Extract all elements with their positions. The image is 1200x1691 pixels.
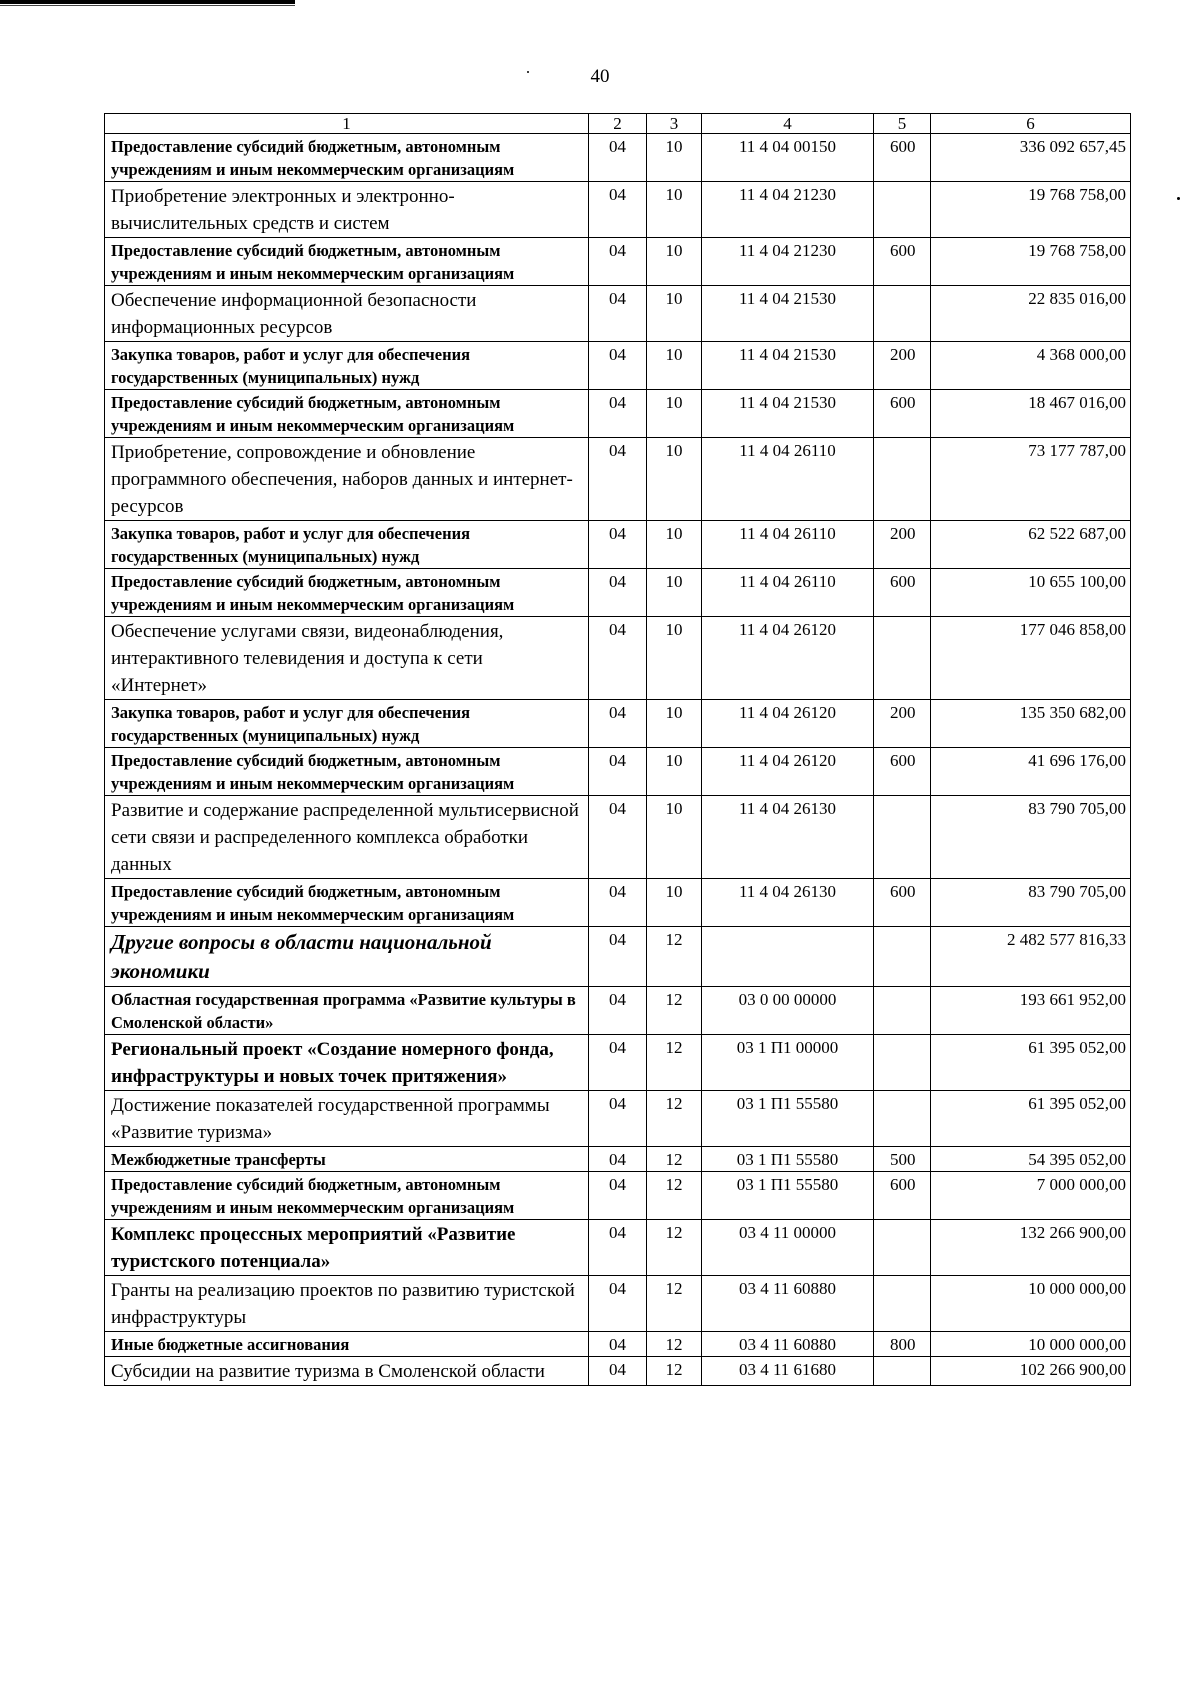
section-code-cell: 04: [589, 286, 647, 342]
amount-cell: 132 266 900,00: [931, 1220, 1131, 1276]
amount-cell: 2 482 577 816,33: [931, 927, 1131, 987]
section-code-cell: 04: [589, 342, 647, 390]
amount-cell: 7 000 000,00: [931, 1172, 1131, 1220]
section-code-cell: 04: [589, 748, 647, 796]
budget-table: [104, 113, 1131, 1386]
item-name-cell: Закупка товаров, работ и услуг для обеспечения государственных (муниципальных) нужд: [105, 521, 589, 569]
amount-cell: 19 768 758,00: [931, 238, 1131, 286]
subsection-code-cell: 12: [647, 1035, 702, 1091]
expense-type-cell: [874, 927, 931, 987]
table-row: [105, 1357, 1131, 1386]
item-name-cell: Предоставление субсидий бюджетным, автономным учреждениям и иным некоммерческим организациям: [105, 879, 589, 927]
section-code-cell: 04: [589, 1357, 647, 1386]
subsection-code-cell: 10: [647, 182, 702, 238]
item-name-cell: Предоставление субсидий бюджетным, автономным учреждениям и иным некоммерческим организациям: [105, 134, 589, 182]
section-code-cell: 04: [589, 1091, 647, 1147]
target-article-cell: 11 4 04 21530: [702, 342, 874, 390]
scan-artifact-line: [0, 5, 295, 6]
expense-type-cell: 600: [874, 134, 931, 182]
table-row: [105, 438, 1131, 521]
item-name-cell: Предоставление субсидий бюджетным, автономным учреждениям и иным некоммерческим организациям: [105, 238, 589, 286]
amount-cell: 336 092 657,45: [931, 134, 1131, 182]
target-article-cell: 11 4 04 00150: [702, 134, 874, 182]
section-code-cell: 04: [589, 521, 647, 569]
table-row: [105, 1091, 1131, 1147]
column-header: 6: [931, 114, 1131, 134]
expense-type-cell: 600: [874, 1172, 931, 1220]
subsection-code-cell: 10: [647, 569, 702, 617]
scan-artifact-line: [0, 0, 295, 4]
expense-type-cell: [874, 1357, 931, 1386]
item-name-cell: Приобретение электронных и электронно-вычислительных средств и систем: [105, 182, 589, 238]
target-article-cell: 11 4 04 26120: [702, 617, 874, 700]
section-code-cell: 04: [589, 796, 647, 879]
item-name-cell: Иные бюджетные ассигнования: [105, 1332, 589, 1357]
expense-type-cell: [874, 796, 931, 879]
target-article-cell: 11 4 04 21230: [702, 238, 874, 286]
expense-type-cell: 500: [874, 1147, 931, 1172]
item-name-cell: Закупка товаров, работ и услуг для обеспечения государственных (муниципальных) нужд: [105, 342, 589, 390]
subsection-code-cell: 10: [647, 342, 702, 390]
item-name-cell: Другие вопросы в области национальной экономики: [105, 927, 589, 987]
table-row: [105, 879, 1131, 927]
column-header: 4: [702, 114, 874, 134]
target-article-cell: 11 4 04 26130: [702, 879, 874, 927]
subsection-code-cell: 12: [647, 1276, 702, 1332]
amount-cell: 41 696 176,00: [931, 748, 1131, 796]
amount-cell: 10 000 000,00: [931, 1332, 1131, 1357]
amount-cell: 73 177 787,00: [931, 438, 1131, 521]
item-name-cell: Предоставление субсидий бюджетным, автономным учреждениям и иным некоммерческим организациям: [105, 1172, 589, 1220]
subsection-code-cell: 12: [647, 987, 702, 1035]
amount-cell: 83 790 705,00: [931, 796, 1131, 879]
table-header-row: [105, 114, 1131, 134]
table-row: [105, 286, 1131, 342]
section-code-cell: 04: [589, 700, 647, 748]
item-name-cell: Предоставление субсидий бюджетным, автономным учреждениям и иным некоммерческим организациям: [105, 748, 589, 796]
subsection-code-cell: 12: [647, 1357, 702, 1386]
section-code-cell: 04: [589, 1332, 647, 1357]
column-header: 5: [874, 114, 931, 134]
item-name-cell: Субсидии на развитие туризма в Смоленской области: [105, 1357, 589, 1386]
target-article-cell: 03 4 11 60880: [702, 1332, 874, 1357]
section-code-cell: 04: [589, 1276, 647, 1332]
subsection-code-cell: 12: [647, 1220, 702, 1276]
amount-cell: 10 000 000,00: [931, 1276, 1131, 1332]
expense-type-cell: [874, 617, 931, 700]
target-article-cell: 11 4 04 26110: [702, 521, 874, 569]
item-name-cell: Развитие и содержание распределенной мультисервисной сети связи и распределенного комплекса обработки данных: [105, 796, 589, 879]
expense-type-cell: [874, 182, 931, 238]
table-row: [105, 1147, 1131, 1172]
subsection-code-cell: 10: [647, 617, 702, 700]
subsection-code-cell: 10: [647, 700, 702, 748]
expense-type-cell: [874, 1220, 931, 1276]
amount-cell: 62 522 687,00: [931, 521, 1131, 569]
expense-type-cell: 600: [874, 569, 931, 617]
table-row: [105, 700, 1131, 748]
section-code-cell: 04: [589, 134, 647, 182]
subsection-code-cell: 10: [647, 390, 702, 438]
subsection-code-cell: 12: [647, 1091, 702, 1147]
amount-cell: 18 467 016,00: [931, 390, 1131, 438]
table-row: [105, 1220, 1131, 1276]
amount-cell: 135 350 682,00: [931, 700, 1131, 748]
table-row: [105, 1276, 1131, 1332]
item-name-cell: Обеспечение услугами связи, видеонаблюдения, интерактивного телевидения и доступа к сети «Интернет»: [105, 617, 589, 700]
expense-type-cell: [874, 1091, 931, 1147]
amount-cell: 54 395 052,00: [931, 1147, 1131, 1172]
column-header: 3: [647, 114, 702, 134]
section-code-cell: 04: [589, 569, 647, 617]
target-article-cell: 11 4 04 26110: [702, 438, 874, 521]
table-row: [105, 987, 1131, 1035]
section-code-cell: 04: [589, 238, 647, 286]
item-name-cell: Предоставление субсидий бюджетным, автономным учреждениям и иным некоммерческим организациям: [105, 569, 589, 617]
amount-cell: 83 790 705,00: [931, 879, 1131, 927]
table-row: [105, 134, 1131, 182]
subsection-code-cell: 10: [647, 748, 702, 796]
amount-cell: 4 368 000,00: [931, 342, 1131, 390]
item-name-cell: Обеспечение информационной безопасности информационных ресурсов: [105, 286, 589, 342]
amount-cell: 10 655 100,00: [931, 569, 1131, 617]
amount-cell: 61 395 052,00: [931, 1035, 1131, 1091]
section-code-cell: 04: [589, 1220, 647, 1276]
table-row: [105, 342, 1131, 390]
target-article-cell: 11 4 04 26120: [702, 700, 874, 748]
target-article-cell: 03 1 П1 55580: [702, 1172, 874, 1220]
expense-type-cell: 200: [874, 342, 931, 390]
subsection-code-cell: 12: [647, 1332, 702, 1357]
expense-type-cell: 600: [874, 238, 931, 286]
table-row: [105, 1035, 1131, 1091]
table-row: [105, 796, 1131, 879]
expense-type-cell: 200: [874, 521, 931, 569]
subsection-code-cell: 12: [647, 927, 702, 987]
expense-type-cell: 800: [874, 1332, 931, 1357]
subsection-code-cell: 10: [647, 238, 702, 286]
column-header: 2: [589, 114, 647, 134]
amount-cell: 61 395 052,00: [931, 1091, 1131, 1147]
target-article-cell: 11 4 04 21230: [702, 182, 874, 238]
amount-cell: 102 266 900,00: [931, 1357, 1131, 1386]
table-row: [105, 1332, 1131, 1357]
target-article-cell: 03 4 11 60880: [702, 1276, 874, 1332]
target-article-cell: 03 1 П1 00000: [702, 1035, 874, 1091]
table-row: [105, 927, 1131, 987]
column-header: 1: [105, 114, 589, 134]
amount-cell: 177 046 858,00: [931, 617, 1131, 700]
table-row: [105, 390, 1131, 438]
section-code-cell: 04: [589, 879, 647, 927]
subsection-code-cell: 12: [647, 1172, 702, 1220]
table-row: [105, 521, 1131, 569]
item-name-cell: Закупка товаров, работ и услуг для обеспечения государственных (муниципальных) нужд: [105, 700, 589, 748]
table-row: [105, 569, 1131, 617]
subsection-code-cell: 10: [647, 521, 702, 569]
section-code-cell: 04: [589, 182, 647, 238]
item-name-cell: Комплекс процессных мероприятий «Развитие туристского потенциала»: [105, 1220, 589, 1276]
target-article-cell: 11 4 04 21530: [702, 390, 874, 438]
expense-type-cell: [874, 1035, 931, 1091]
subsection-code-cell: 12: [647, 1147, 702, 1172]
subsection-code-cell: 10: [647, 134, 702, 182]
section-code-cell: 04: [589, 617, 647, 700]
target-article-cell: 03 1 П1 55580: [702, 1091, 874, 1147]
target-article-cell: 11 4 04 21530: [702, 286, 874, 342]
table-row: [105, 238, 1131, 286]
item-name-cell: Приобретение, сопровождение и обновление программного обеспечения, наборов данных и интернет-ресурсов: [105, 438, 589, 521]
section-code-cell: 04: [589, 438, 647, 521]
target-article-cell: 03 1 П1 55580: [702, 1147, 874, 1172]
section-code-cell: 04: [589, 1035, 647, 1091]
expense-type-cell: 600: [874, 748, 931, 796]
expense-type-cell: [874, 987, 931, 1035]
item-name-cell: Гранты на реализацию проектов по развитию туристской инфраструктуры: [105, 1276, 589, 1332]
subsection-code-cell: 10: [647, 879, 702, 927]
item-name-cell: Областная государственная программа «Развитие культуры в Смоленской области»: [105, 987, 589, 1035]
table-row: [105, 748, 1131, 796]
subsection-code-cell: 10: [647, 796, 702, 879]
item-name-cell: Достижение показателей государственной программы «Развитие туризма»: [105, 1091, 589, 1147]
section-code-cell: 04: [589, 1172, 647, 1220]
section-code-cell: 04: [589, 1147, 647, 1172]
table-row: [105, 617, 1131, 700]
target-article-cell: 03 4 11 61680: [702, 1357, 874, 1386]
scan-artifact-dot: [1177, 197, 1180, 200]
section-code-cell: 04: [589, 987, 647, 1035]
budget-table-body: [105, 114, 1131, 1386]
item-name-cell: Межбюджетные трансферты: [105, 1147, 589, 1172]
page-number: 40: [590, 66, 610, 87]
expense-type-cell: [874, 1276, 931, 1332]
expense-type-cell: 200: [874, 700, 931, 748]
expense-type-cell: [874, 438, 931, 521]
amount-cell: 22 835 016,00: [931, 286, 1131, 342]
target-article-cell: 03 4 11 00000: [702, 1220, 874, 1276]
expense-type-cell: 600: [874, 879, 931, 927]
expense-type-cell: 600: [874, 390, 931, 438]
target-article-cell: 11 4 04 26110: [702, 569, 874, 617]
subsection-code-cell: 10: [647, 286, 702, 342]
amount-cell: 193 661 952,00: [931, 987, 1131, 1035]
item-name-cell: Предоставление субсидий бюджетным, автономным учреждениям и иным некоммерческим организациям: [105, 390, 589, 438]
item-name-cell: Региональный проект «Создание номерного фонда, инфраструктуры и новых точек притяжения»: [105, 1035, 589, 1091]
target-article-cell: [702, 927, 874, 987]
table-row: [105, 1172, 1131, 1220]
table-row: [105, 182, 1131, 238]
target-article-cell: 11 4 04 26130: [702, 796, 874, 879]
target-article-cell: 03 0 00 00000: [702, 987, 874, 1035]
subsection-code-cell: 10: [647, 438, 702, 521]
expense-type-cell: [874, 286, 931, 342]
target-article-cell: 11 4 04 26120: [702, 748, 874, 796]
amount-cell: 19 768 758,00: [931, 182, 1131, 238]
section-code-cell: 04: [589, 927, 647, 987]
section-code-cell: 04: [589, 390, 647, 438]
